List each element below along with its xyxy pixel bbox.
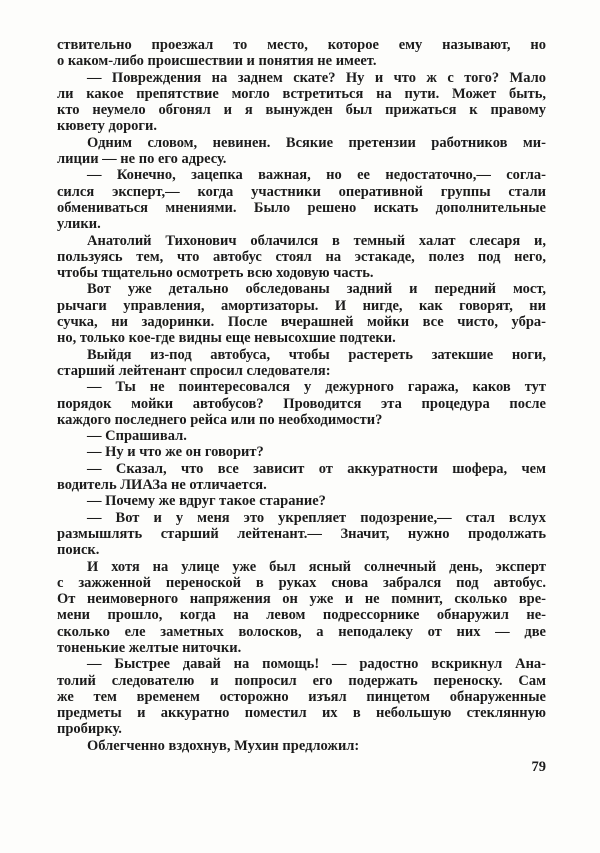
text-line: каждого последнего рейса или по необходимости?: [57, 411, 383, 428]
text-line: сучка, ни задоринки. После вчерашней мойки все чисто, убра-: [57, 314, 546, 331]
text-line: тоненькие желтые ниточки.: [57, 639, 242, 656]
text-line: порядок мойки автобусов? Проводится эта процедура после: [57, 395, 546, 412]
paragraph: [57, 738, 546, 754]
text-line: — Ну и что же он говорит?: [87, 444, 264, 461]
text-line: предметы и аккуратно поместил их в небольшую стеклянную: [57, 705, 546, 722]
text-line: — Повреждения на заднем скате? Ну и что ж с того? Мало: [87, 69, 546, 86]
text-line: — Сказал, что все зависит от аккуратности шофера, чем: [87, 460, 546, 477]
paragraph: [57, 444, 546, 460]
text-line: — Быстрее давай на помощь! — радостно вскрикнул Ана-: [87, 656, 546, 673]
text-line: ли какое препятствие могло встретиться на пути. Может быть,: [57, 85, 546, 102]
text-line: Анатолий Тихонович облачился в темный халат слесаря и,: [87, 232, 546, 249]
text-line: кто неумело обгонял и я вынужден был прижаться к правому: [57, 102, 546, 119]
paragraph: [57, 37, 546, 70]
paragraph: [57, 70, 546, 135]
text-line: старший лейтенант спросил следователя:: [57, 362, 331, 379]
text-line: обмениваться мнениями. Было решено искать дополнительные: [57, 199, 546, 216]
text-line: с зажженной переноской в руках снова забрался под автобус.: [57, 574, 546, 591]
text-line: — Конечно, зацепка важная, но ее недостаточно,— согла-: [87, 167, 546, 184]
text-line: лиции — не по его адресу.: [57, 151, 227, 168]
paragraph: [57, 656, 546, 737]
page-body-text: [57, 37, 546, 754]
text-line: От неимоверного напряжения он уже и не помнит, сколько вре-: [57, 591, 546, 608]
paragraph: [57, 379, 546, 428]
text-line: Вот уже детально обследованы задний и передний мост,: [87, 281, 546, 298]
paragraph: [57, 347, 546, 380]
text-line: Выйдя из-под автобуса, чтобы растереть затекшие ноги,: [87, 346, 546, 363]
page-number: 79: [531, 759, 546, 775]
text-line: поиск.: [57, 542, 100, 559]
text-line: пробирку.: [57, 721, 122, 738]
text-line: И хотя на улице уже был ясный солнечный день, эксперт: [87, 558, 546, 575]
paragraph: [57, 510, 546, 559]
text-line: — Спрашивал.: [87, 428, 187, 445]
paragraph: [57, 461, 546, 494]
text-line: чтобы тщательно осмотреть всю ходовую часть.: [57, 265, 374, 282]
paragraph: [57, 233, 546, 282]
text-line: кювету дороги.: [57, 118, 157, 135]
paragraph: [57, 428, 546, 444]
text-line: — Почему же вдруг такое старание?: [87, 493, 326, 510]
text-line: сколько еле заметных волосков, а неподалеку от них — две: [57, 623, 546, 640]
text-line: же тем временем осторожно изъял пинцетом обнаруженные: [57, 688, 546, 705]
text-line: водитель ЛИАЗа не отличается.: [57, 477, 267, 494]
text-line: пользуясь тем, что автобус стоял на эстакаде, полез под него,: [57, 248, 546, 265]
text-line: — Вот и у меня это укрепляет подозрение,— стал вслух: [87, 509, 546, 526]
text-line: о каком-либо происшествии и понятия не имеет.: [57, 53, 377, 70]
paragraph: [57, 135, 546, 168]
text-line: рычаги управления, амортизаторы. И нигде, как говорят, ни: [57, 297, 546, 314]
text-line: Одним словом, невинен. Всякие претензии работников ми-: [87, 134, 546, 151]
paragraph: [57, 281, 546, 346]
text-line: — Ты не поинтересовался у дежурного гаража, каков тут: [87, 379, 546, 396]
paragraph: [57, 559, 546, 657]
text-line: сился эксперт,— когда участники оперативной группы стали: [57, 183, 546, 200]
text-line: но, только кое-где видны еще невысохшие подтеки.: [57, 330, 396, 347]
text-line: размышлять старший лейтенант.— Значит, нужно продолжать: [57, 525, 546, 542]
paragraph: [57, 167, 546, 232]
text-line: ствительно проезжал то место, которое ему называют, но: [57, 37, 546, 53]
text-line: Облегченно вздохнув, Мухин предложил:: [87, 737, 360, 754]
text-line: улики.: [57, 216, 101, 233]
paragraph: [57, 493, 546, 509]
text-line: мени прошло, когда на левом подрессорнике обнаружил не-: [57, 607, 546, 624]
text-line: толий следователю и попросил его подержать переноску. Сам: [57, 672, 546, 689]
